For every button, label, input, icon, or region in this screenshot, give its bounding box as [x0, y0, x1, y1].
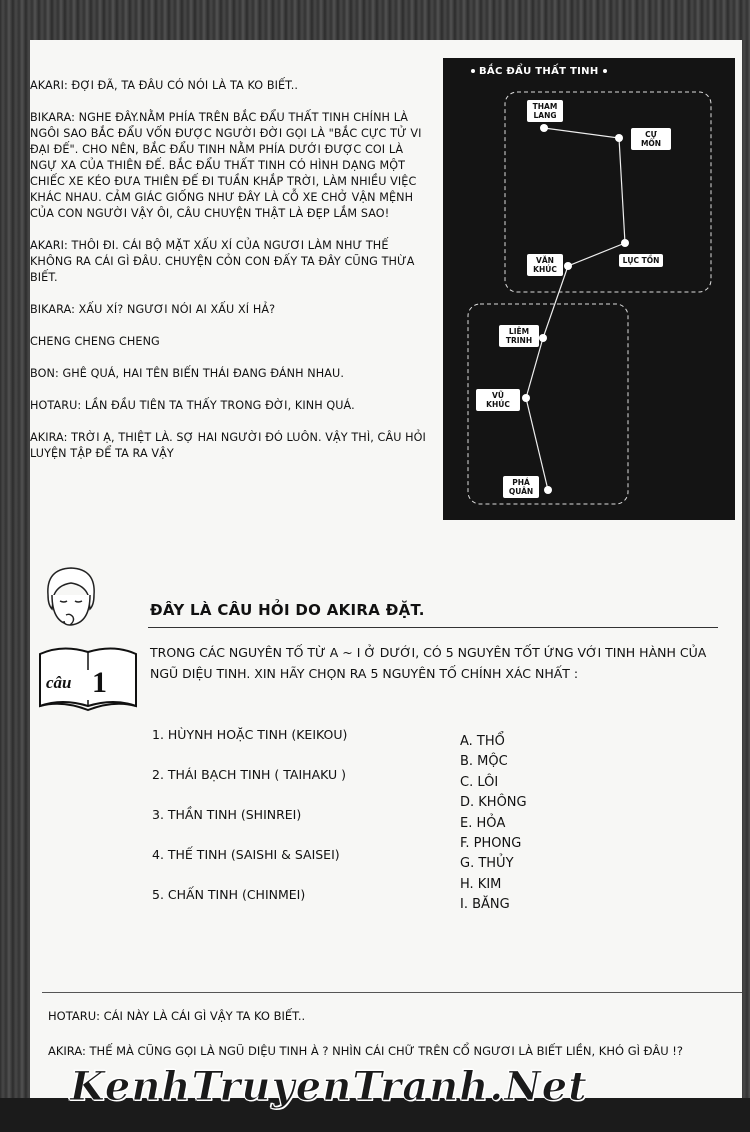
footer-line: HOTARU: CÁI NÀY LÀ CÁI GÌ VẬY TA KO BIẾT..	[48, 1009, 306, 1023]
watermark: KenhTruyenTranh.Net	[70, 1063, 588, 1110]
akira-avatar	[40, 565, 102, 635]
answer-option: C. LÔI	[460, 774, 499, 790]
dialog-line: BIKARA: XẤU XÍ? NGƯƠI NÓI AI XẤU XÍ HẢ?	[30, 303, 276, 316]
question-badge-word: câu	[46, 673, 72, 692]
answer-option: E. HỎA	[460, 815, 506, 831]
answer-option: D. KHÔNG	[460, 795, 527, 811]
question-item: 3. THẦN TINH (SHINREI)	[152, 807, 302, 822]
answer-option: H. KIM	[460, 876, 502, 892]
constellation-lines	[443, 58, 735, 520]
dialog-line: BON: GHÊ QUÁ, HAI TÊN BIẾN THÁI ĐANG ĐÁNH NHAU.	[30, 367, 344, 380]
star-tham-lang	[540, 124, 548, 132]
answer-option: I. BĂNG	[460, 897, 510, 913]
dialog-line: BIKARA: NGHE ĐÂY.NẰM PHÍA TRÊN BẮC ĐẨU THẤT TINH CHÍNH LÀ NGÔI SAO BẮC ĐẨU VỐN ĐƯỢC NGƯỜI ĐỜI GỌI LÀ "BẮC CỰC TỬ VI ĐẠI ĐẾ". CHO NÊN, BẮC ĐẨU TINH NẰM PHÍA DƯỚI ĐƯỢC COI LÀ NGỰ XA CỦA THIÊN ĐẾ. BẮC ĐẨU THẤT TINH CÓ HÌNH DẠNG MỘT CHIẾC XE KÉO ĐƯA THIÊN ĐẾ ĐI TUẦN KHẮP TRỜI, LÀM NHIỀU VIỆC KHÁC NHAU. CẢM GIÁC GIỐNG NHƯ ĐÂY LÀ CỖ XE CHỞ VẬN MỆNH CỦA CON NGƯỜI VẬY ÔI, CÂU CHUYỆN THẬT LÀ ĐẸP LẮM SAO!	[30, 111, 422, 220]
question-badge-number: 1	[92, 666, 107, 699]
question-text: TRONG CÁC NGUYÊN TỐ TỪ A ~ I Ở DƯỚI, CÓ 5 NGUYÊN TỐT ỨNG VỚI TINH HÀNH CỦA NGŨ DIỆU TINH. XIN HÃY CHỌN RA 5 NGUYÊN TỐ CHÍNH XÁC NHẤT :	[150, 645, 707, 681]
dialog-line: AKIRA: TRỜI Ạ, THIỆT LÀ. SỢ HAI NGƯỜI ĐÓ LUÔN. VẬY THÌ, CÂU HỎI LUYỆN TẬP ĐỂ TA RA VẬY	[30, 431, 426, 460]
answer-options	[460, 732, 580, 916]
answer-option: B. MỘC	[460, 754, 508, 770]
question-item: 4. THẾ TINH (SAISHI & SAISEI)	[152, 847, 340, 862]
answer-option: G. THỦY	[460, 856, 514, 872]
star-label: CỰ MÔN	[631, 128, 671, 150]
star-label: LIÊM TRINH	[499, 325, 539, 347]
question-title: ĐÂY LÀ CÂU HỎI DO AKIRA ĐẶT.	[150, 601, 425, 619]
question-items	[152, 726, 442, 926]
star-liem-trinh	[539, 334, 547, 342]
section-divider	[42, 992, 742, 993]
star-vu-khuc	[522, 394, 530, 402]
question-badge-book	[36, 640, 140, 716]
answer-option: F. PHONG	[460, 836, 522, 852]
constellation-title: BẮC ĐẨU THẤT TINH	[467, 66, 611, 77]
star-pha-quan	[544, 486, 552, 494]
star-label: VĂN KHÚC	[527, 254, 563, 276]
star-van-khuc	[564, 262, 572, 270]
question-item: 1. HÙYNH HOẶC TINH (KEIKOU)	[152, 727, 348, 742]
dialog-line: AKARI: ĐỢI ĐÃ, TA ĐÂU CÓ NÓI LÀ TA KO BIẾT..	[30, 79, 299, 92]
star-label: PHÁ QUÂN	[503, 476, 539, 498]
dialog-block	[30, 78, 430, 478]
dialog-line: CHENG CHENG CHENG	[30, 335, 160, 348]
star-label: THAM LANG	[527, 100, 563, 122]
constellation-diagram	[443, 58, 735, 520]
question-divider	[148, 627, 718, 628]
footer-line: AKIRA: THẾ MÀ CŨNG GỌI LÀ NGŨ DIỆU TINH À ? NHÌN CÁI CHỮ TRÊN CỔ NGƯƠI LÀ BIẾT LIỀN, KHÓ GÌ ĐÂU !?	[48, 1043, 684, 1058]
question-item: 2. THÁI BẠCH TINH ( TAIHAKU )	[152, 767, 346, 782]
star-label: VŨ KHÚC	[476, 389, 520, 411]
star-cu-mon	[615, 134, 623, 142]
question-item: 5. CHẤN TINH (CHINMEI)	[152, 887, 306, 902]
star-luc-ton	[621, 239, 629, 247]
answer-option: A. THỔ	[460, 734, 505, 749]
dialog-line: AKARI: THÔI ĐI. CÁI BỘ MẶT XẤU XÍ CỦA NGƯƠI LÀM NHƯ THẾ KHÔNG RA CÁI GÌ ĐÂU. CHUYỆN CỎN CON ĐẤY TA ĐÂY CŨNG THỪA BIẾT.	[30, 239, 415, 284]
star-label: LỤC TỒN	[619, 254, 663, 267]
dialog-line: HOTARU: LẦN ĐẦU TIÊN TA THẤY TRONG ĐỜI, KINH QUÁ.	[30, 399, 355, 412]
